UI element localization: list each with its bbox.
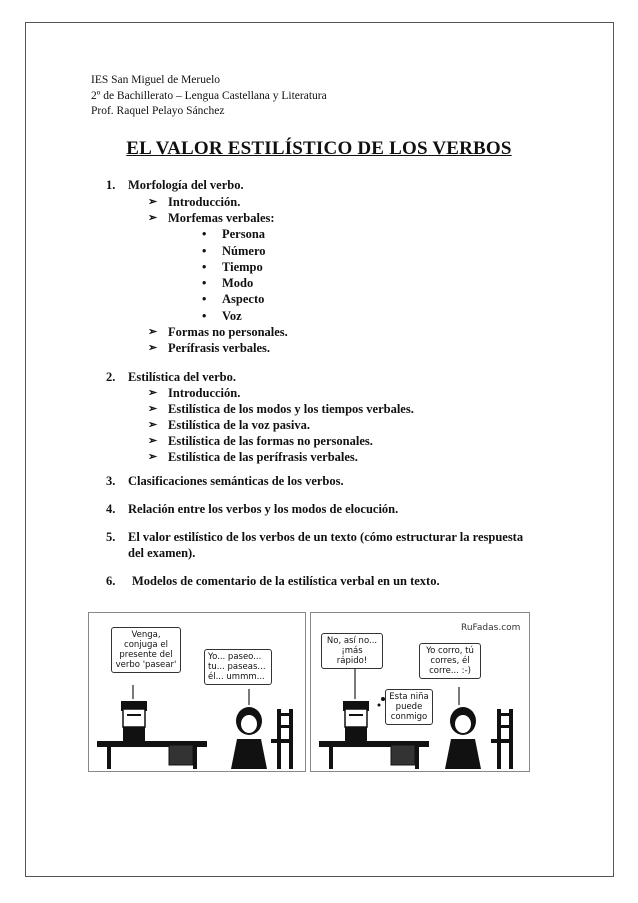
dot-bullet-icon: • (202, 227, 207, 241)
arrow-bullet-icon: ➢ (148, 212, 158, 224)
section-5-line2: del examen). (128, 546, 196, 560)
section-number: 3. (106, 474, 116, 488)
briefcase (169, 745, 193, 765)
section-number: 1. (106, 178, 116, 192)
bullet-label: Número (222, 244, 266, 258)
section-title: Relación entre los verbos y los modos de elocución. (128, 502, 399, 516)
sub-item-label: Estilística de las formas no personales. (168, 434, 373, 448)
section-title: Estilística del verbo. (128, 370, 236, 384)
section-title: El valor estilístico de los verbos de un texto (cómo estructurar la respuesta (128, 530, 524, 544)
document-header (91, 73, 327, 120)
comic-panel-2 (310, 612, 530, 772)
sub-item-label: Estilística de las perífrasis verbales. (168, 450, 358, 464)
course-name: 2º de Bachillerato – Lengua Castellana y Literatura (91, 89, 327, 102)
sub-item-label: Introducción. (168, 386, 241, 400)
sub-item-label: Morfemas verbales: (168, 211, 275, 225)
dot-bullet-icon: • (202, 292, 207, 306)
bullet-label: Tiempo (222, 260, 263, 274)
dot-bullet-icon: • (202, 244, 207, 258)
student-body (231, 739, 267, 769)
arrow-bullet-icon: ➢ (148, 403, 158, 415)
sub-item-label: Formas no personales. (168, 325, 288, 339)
dot-bullet-icon: • (202, 260, 207, 274)
teacher-speech-bubble: Venga, conjuga el presente del verbo 'pasear' (111, 627, 181, 673)
arrow-bullet-icon: ➢ (148, 435, 158, 447)
bullet-label: Modo (222, 276, 254, 290)
teacher-name: Prof. Raquel Pelayo Sánchez (91, 105, 225, 117)
arrow-bullet-icon: ➢ (148, 326, 158, 338)
section-number: 2. (106, 370, 116, 384)
teacher-thought-bubble: Esta niña puede conmigo (385, 689, 433, 725)
student-speech-bubble: Yo corro, tú corres, él corre... :-) (419, 643, 481, 679)
section-title: Morfología del verbo. (128, 178, 244, 192)
bullet-label: Aspecto (222, 292, 265, 306)
sub-item-label: Estilística de los modos y los tiempos verbales. (168, 402, 414, 416)
arrow-bullet-icon: ➢ (148, 387, 158, 399)
dot-bullet-icon: • (202, 276, 207, 290)
arrow-bullet-icon: ➢ (148, 342, 158, 354)
teacher-speech-bubble: No, así no... ¡más rápido! (321, 633, 383, 669)
sub-item-label: Perífrasis verbales. (168, 341, 271, 355)
arrow-bullet-icon: ➢ (148, 196, 158, 208)
section-number: 6. (106, 574, 116, 588)
school-name: IES San Miguel de Meruelo (91, 74, 221, 86)
section-number: 5. (106, 530, 116, 544)
arrow-bullet-icon: ➢ (148, 419, 158, 431)
document-title: EL VALOR ESTILÍSTICO DE LOS VERBOS (126, 138, 512, 159)
bullet-label: Voz (222, 309, 242, 323)
arrow-bullet-icon: ➢ (148, 451, 158, 463)
comic-brand: RuFadas.com (461, 623, 521, 633)
section-number: 4. (106, 502, 116, 516)
bullet-label: Persona (222, 227, 266, 241)
section-title: Clasificaciones semánticas de los verbos. (128, 474, 344, 488)
student-speech-bubble: Yo... paseo... tu... paseas... él... ummm... (204, 649, 272, 685)
sub-item-label: Estilística de la voz pasiva. (168, 418, 311, 432)
dot-bullet-icon: • (202, 309, 207, 323)
sub-item-label: Introducción. (168, 195, 241, 209)
section-title: Modelos de comentario de la estilística verbal en un texto. (132, 574, 440, 588)
comic-panel-1 (88, 612, 306, 772)
